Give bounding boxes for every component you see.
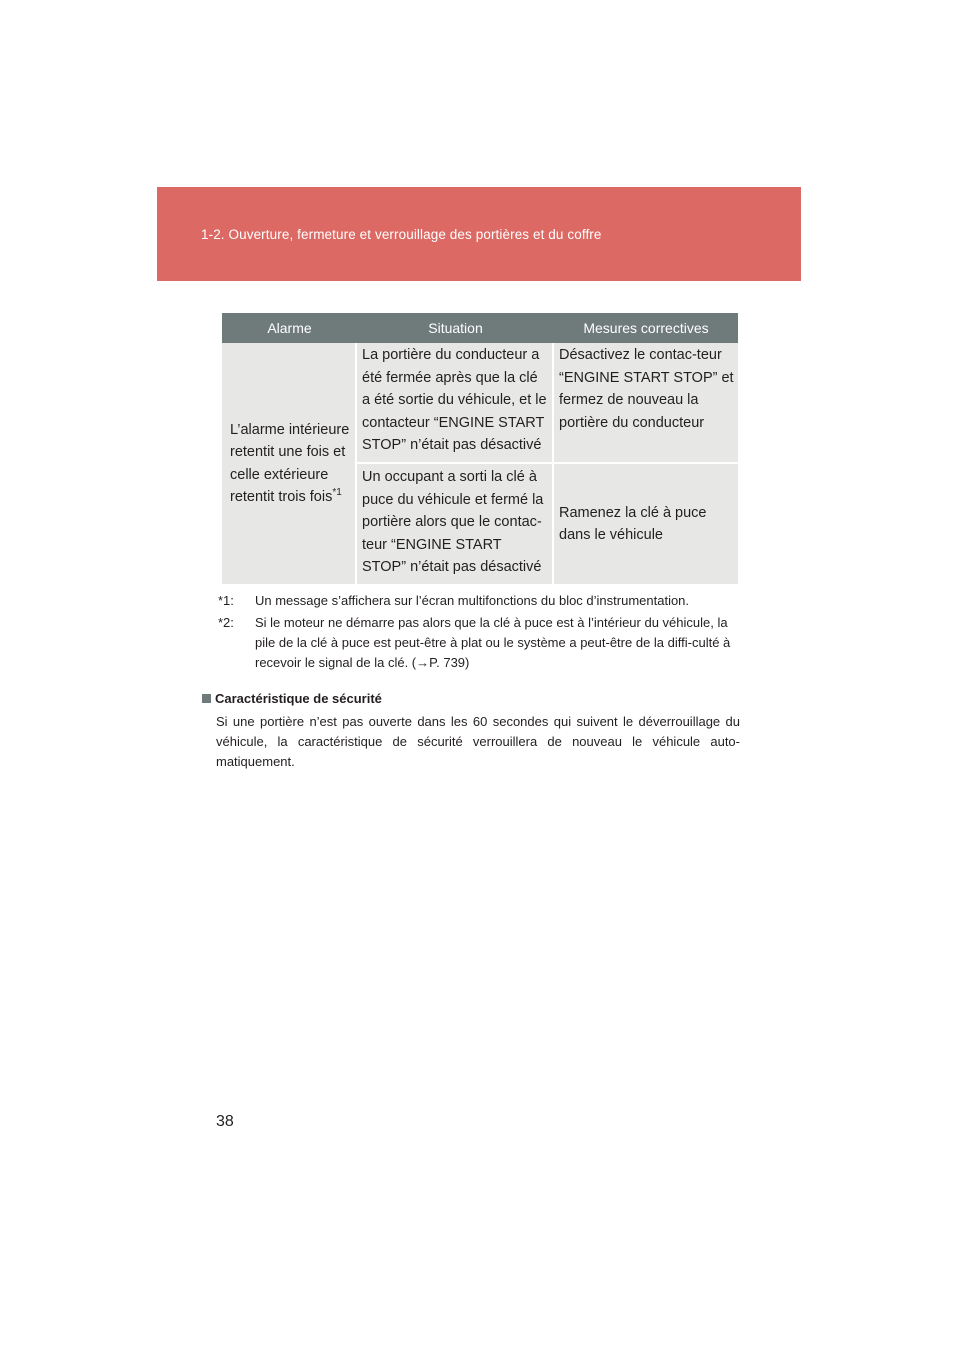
measure-cell: Ramenez la clé à puce dans le véhicule [554, 464, 738, 584]
footnote-mark: *2: [218, 615, 234, 630]
footnote-text: Un message s’affichera sur l’écran multifonctions du bloc d’instrumentation. [255, 593, 690, 608]
footnotes [218, 591, 738, 675]
section-body: Si une portière n’est pas ouverte dans les 60 secondes qui suivent le déverrouillage du véhicule, la caractéristique de sécurité verrouillera de nouveau le véhicule auto-matiquement. [216, 714, 740, 769]
alarm-text: L’alarme intérieure retentit une fois et celle extérieure retentit trois fois [230, 421, 350, 505]
page-number: 38 [216, 1113, 234, 1130]
table-header-row [222, 313, 738, 343]
footnote-2 [218, 613, 738, 673]
footnote-1 [218, 591, 738, 611]
alarm-cell [222, 343, 357, 584]
alarm-footnote-ref: *1 [332, 487, 342, 499]
section-heading [202, 689, 740, 709]
situation-cell: Un occupant a sorti la clé à puce du véhicule et fermé la portière alors que le contac-teur “ENGINE START STOP” n’était pas désactivé [357, 464, 554, 584]
situation-cell: La portière du conducteur a été fermée après que la clé a été sortie du véhicule, et le contacteur “ENGINE START STOP” n’était pas désactivé [357, 343, 554, 464]
table-row [222, 343, 738, 464]
chapter-header [157, 187, 801, 281]
security-feature-section [202, 689, 740, 772]
column-header-situation: Situation [357, 313, 554, 343]
square-bullet-icon [202, 694, 211, 703]
column-header-alarme: Alarme [222, 313, 357, 343]
column-header-mesures: Mesures correctives [554, 313, 738, 343]
measure-cell: Désactivez le contac-teur “ENGINE START STOP” et fermez de nouveau la portière du conducteur [554, 343, 738, 464]
section-title: Caractéristique de sécurité [215, 691, 382, 706]
chapter-title: 1-2. Ouverture, fermeture et verrouillage des portières et du coffre [201, 227, 602, 242]
alarm-table [222, 313, 738, 584]
footnote-mark: *1: [218, 593, 234, 608]
footnote-text: Si le moteur ne démarre pas alors que la clé à puce est à l’intérieur du véhicule, la pile de la clé à puce est peut-être à plat ou le système a peut-être de la diffi-culté à recevoir le signal de la clé. (→P. 739) [255, 615, 731, 670]
